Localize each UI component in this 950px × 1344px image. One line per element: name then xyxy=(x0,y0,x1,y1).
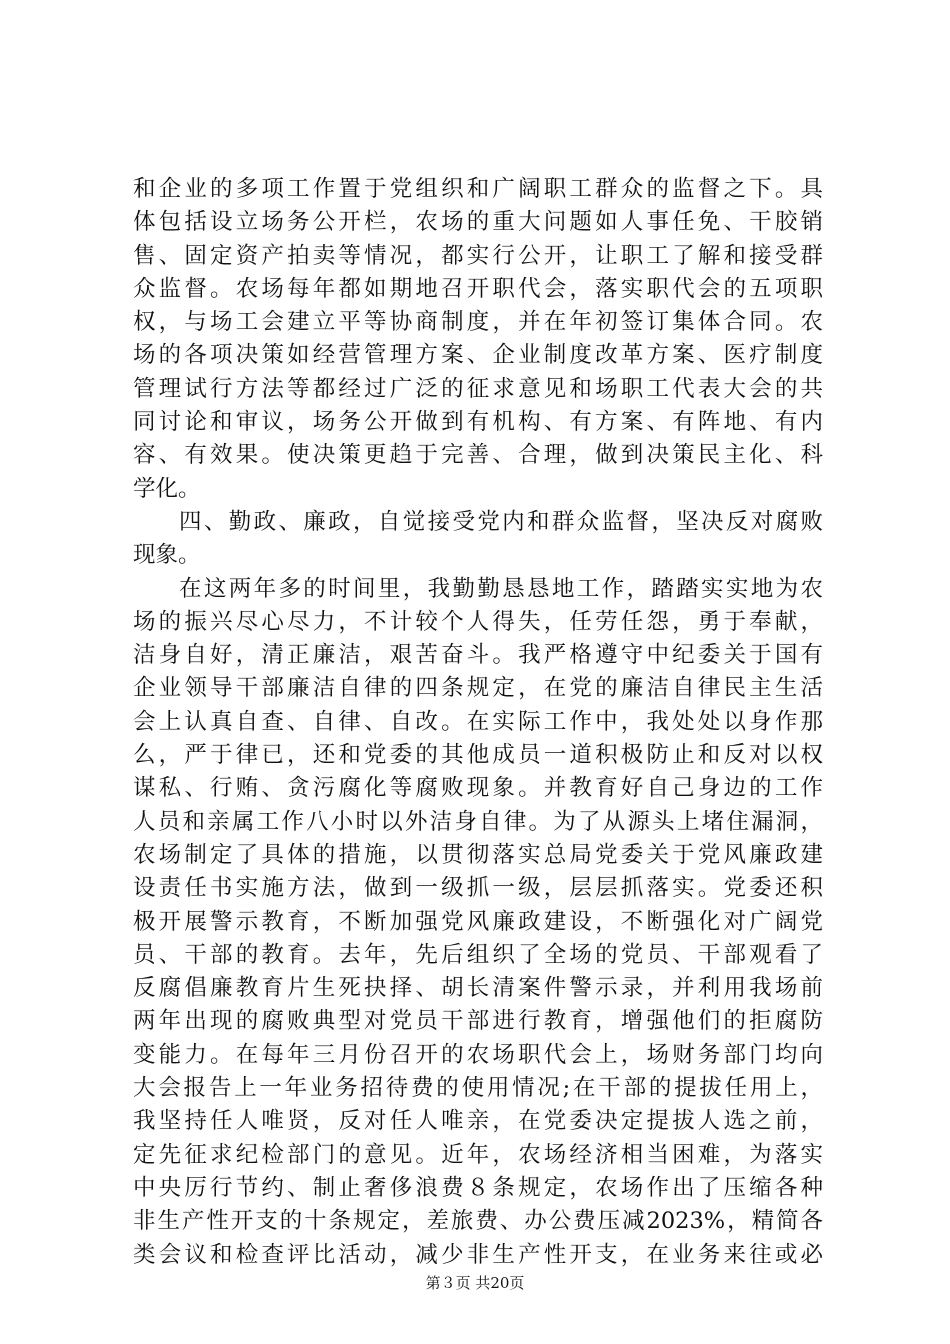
text-line: 人员和亲属工作八小时以外洁身自律。为了从源头上堵住漏洞， xyxy=(133,808,823,835)
text-line: 大会报告上一年业务招待费的使用情况;在干部的提拔任用上， xyxy=(133,1075,823,1102)
text-line: 反腐倡廉教育片生死抉择、胡长清案件警示录，并利用我场前 xyxy=(133,975,823,1002)
text-line: 非生产性开支的十条规定，差旅费、办公费压减2023%，精简各 xyxy=(133,1208,823,1235)
text-line: 在这两年多的时间里，我勤勤恳恳地工作，踏踏实实地为农 xyxy=(179,575,823,602)
text-line: 管理试行方法等都经过广泛的征求意见和场职工代表大会的共 xyxy=(133,375,823,402)
text-line: 我坚持任人唯贤，反对任人唯亲，在党委决定提拔人选之前， xyxy=(133,1108,823,1135)
text-line: 体包括设立场务公开栏，农场的重大问题如人事任免、干胶销 xyxy=(133,209,823,236)
text-line: 场的振兴尽心尽力，不计较个人得失，任劳任怨，勇于奉献， xyxy=(133,608,823,635)
text-line: 设责任书实施方法，做到一级抓一级，层层抓落实。党委还积 xyxy=(133,875,823,902)
text-line: 谋私、行贿、贪污腐化等腐败现象。并教育好自己身边的工作 xyxy=(133,775,823,802)
text-line: 员、干部的教育。去年，先后组织了全场的党员、干部观看了 xyxy=(133,941,823,968)
text-line: 容、有效果。使决策更趋于完善、合理，做到决策民主化、科 xyxy=(133,442,823,469)
page-number-footer: 第３页 共20页 xyxy=(425,1274,525,1292)
text-line: 售、固定资产拍卖等情况，都实行公开，让职工了解和接受群 xyxy=(133,242,823,269)
text-line: 众监督。农场每年都如期地召开职代会，落实职代会的五项职 xyxy=(133,275,823,302)
text-line: 中央厉行节约、制止奢侈浪费８条规定，农场作出了压缩各种 xyxy=(133,1174,823,1201)
text-line: 和企业的多项工作置于党组织和广阔职工群众的监督之下。具 xyxy=(133,176,823,202)
text-line: 会上认真自查、自律、自改。在实际工作中，我处处以身作那 xyxy=(133,708,823,735)
text-line: 么，严于律已，还和党委的其他成员一道积极防止和反对以权 xyxy=(133,742,823,769)
document-body xyxy=(133,173,823,1272)
text-line: 类会议和检查评比活动，减少非生产性开支，在业务来往或必 xyxy=(133,1241,823,1268)
text-line: 洁身自好，清正廉洁，艰苦奋斗。我严格遵守中纪委关于国有 xyxy=(133,642,823,669)
text-line: 企业领导干部廉洁自律的四条规定，在党的廉洁自律民主生活 xyxy=(133,675,823,702)
text-line: 场的各项决策如经营管理方案、企业制度改革方案、医疗制度 xyxy=(133,342,823,369)
text-line: 变能力。在每年三月份召开的农场职代会上，场财务部门均向 xyxy=(133,1041,823,1068)
text-line: 两年出现的腐败典型对党员干部进行教育，增强他们的拒腐防 xyxy=(133,1008,823,1035)
text-line: 极开展警示教育，不断加强党风廉政建设，不断强化对广阔党 xyxy=(133,908,823,935)
text-line: 定先征求纪检部门的意见。近年，农场经济相当困难，为落实 xyxy=(133,1141,823,1168)
section-heading-line: 现象。 xyxy=(133,542,201,569)
text-line: 同讨论和审议，场务公开做到有机构、有方案、有阵地、有内 xyxy=(133,409,823,436)
text-line: 权，与场工会建立平等协商制度，并在年初签订集体合同。农 xyxy=(133,309,823,336)
text-line: 学化。 xyxy=(133,475,201,502)
text-line: 农场制定了具体的措施，以贯彻落实总局党委关于党风廉政建 xyxy=(133,841,823,868)
section-heading-line: 四、勤政、廉政，自觉接受党内和群众监督，坚决反对腐败 xyxy=(179,508,823,535)
